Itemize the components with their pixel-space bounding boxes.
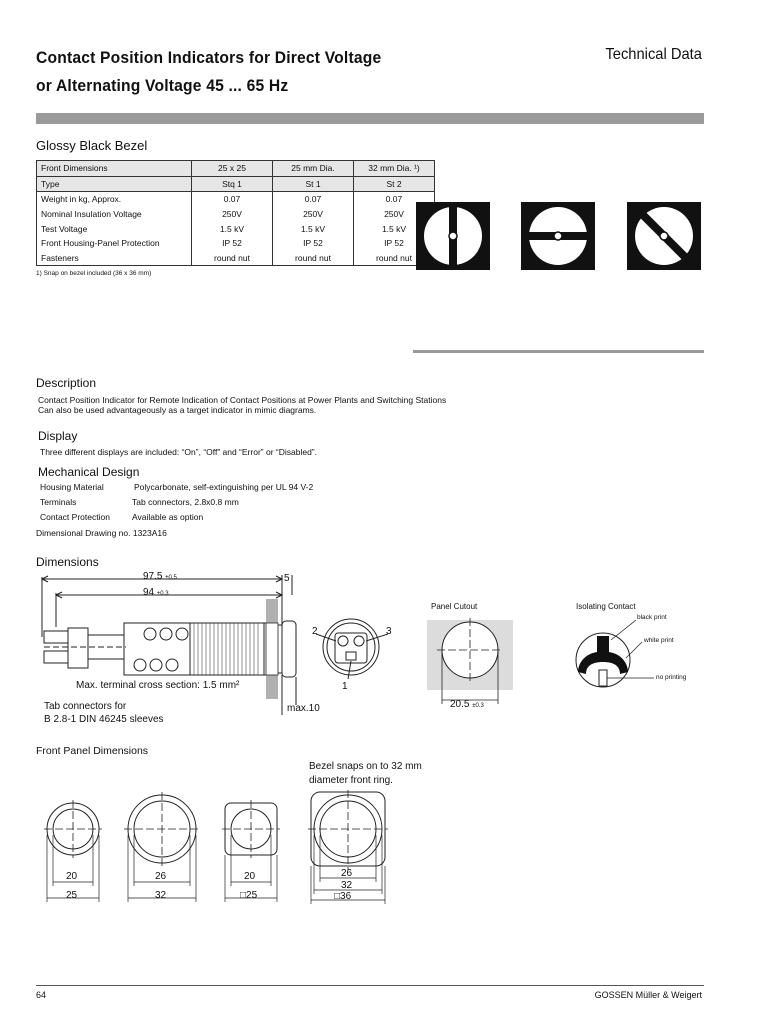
table-footnote: 1) Snap on bezel included (36 x 36 mm)	[36, 270, 152, 277]
table-cell: St 2	[354, 176, 435, 192]
side-view-drawing	[30, 565, 310, 715]
table-cell: Front Housing-Panel Protection	[37, 236, 192, 251]
table-row	[37, 207, 435, 222]
tab-connectors-line-2: B 2.8-1 DIN 46245 sleeves	[44, 714, 164, 725]
f2-inner-label: 26	[155, 871, 167, 882]
mech-label-terminals: Terminals	[40, 497, 77, 507]
mech-label-protection: Contact Protection	[40, 512, 110, 522]
drawing-number: Dimensional Drawing no. 1323A16	[36, 528, 167, 538]
table-cell: 250V	[192, 207, 273, 222]
spec-table	[36, 160, 435, 266]
table-row	[37, 192, 435, 207]
dimensions-heading: Dimensions	[36, 555, 99, 569]
max-terminal-note	[76, 680, 239, 691]
table-cell: Test Voltage	[37, 221, 192, 236]
mech-value-terminals: Tab connectors, 2.8x0.8 mm	[132, 497, 239, 507]
dim-975-value: 97.5	[143, 571, 163, 582]
isolating-contact-drawing	[570, 612, 710, 692]
pin-2-label: 2	[312, 626, 318, 637]
divider	[413, 350, 704, 353]
mechanical-heading: Mechanical Design	[38, 465, 140, 479]
section-label: Technical Data	[605, 46, 702, 63]
table-cell: round nut	[354, 251, 435, 266]
dim-975-tol: ±0.5	[165, 575, 177, 581]
f2-outer-label: 32	[155, 890, 167, 901]
table-cell: Nominal Insulation Voltage	[37, 207, 192, 222]
table-cell: 250V	[354, 207, 435, 222]
table-cell: 250V	[273, 207, 354, 222]
dim-205-tol: ±0.3	[472, 703, 484, 709]
white-print-label: white print	[644, 637, 674, 644]
bezel-note-line-1: Bezel snaps on to 32 mm	[309, 761, 422, 772]
display-heading: Display	[38, 429, 78, 443]
table-cell: Front Dimensions	[37, 161, 192, 177]
max-terminal-text: Max. terminal cross section:	[76, 680, 200, 691]
company-name: GOSSEN Müller & Weigert	[594, 990, 702, 1000]
table-row	[37, 251, 435, 266]
table-cell: 0.07	[354, 192, 435, 207]
f4-mid-label: 32	[341, 880, 353, 891]
panel-cutout-drawing	[425, 612, 515, 712]
no-printing-label: no printing	[656, 674, 687, 681]
title-line-2: or Alternating Voltage 45 ... 65 Hz	[36, 76, 289, 95]
rear-view-drawing	[306, 615, 396, 695]
f4-outer-label: □36	[334, 891, 352, 902]
table-cell: 32 mm Dia. ¹)	[354, 161, 435, 177]
table-cell: round nut	[273, 251, 354, 266]
f4-inner-label: 26	[341, 868, 353, 879]
dim-975-label	[143, 571, 177, 582]
table-cell: Weight in kg, Approx.	[37, 192, 192, 207]
table-cell: 0.07	[273, 192, 354, 207]
bezel-note-line-2: diameter front ring.	[309, 775, 393, 786]
error-display-icon	[627, 202, 701, 270]
page-number: 64	[36, 990, 47, 1000]
f1-outer-label: 25	[66, 890, 78, 901]
table-cell: round nut	[192, 251, 273, 266]
f3-inner-label: 20	[244, 871, 256, 882]
panel-cutout-title: Panel Cutout	[431, 602, 478, 611]
table-cell: 25 mm Dia.	[273, 161, 354, 177]
table-cell: Fasteners	[37, 251, 192, 266]
table-cell: 1.5 kV	[273, 221, 354, 236]
header-bar	[36, 113, 704, 124]
title-line-1: Contact Position Indicators for Direct Voltage	[36, 48, 382, 67]
dim-205-label	[450, 699, 484, 710]
dim-94-tol: ±0.3	[156, 591, 169, 597]
table-cell: 1.5 kV	[192, 221, 273, 236]
table-cell: IP 52	[354, 236, 435, 251]
footer-divider	[36, 985, 704, 986]
table-row	[37, 221, 435, 236]
dim-205-value: 20.5	[450, 699, 470, 710]
mech-value-protection: Available as option	[132, 512, 204, 522]
dim-5-label: 5	[284, 573, 290, 584]
table-cell: Type	[37, 176, 192, 192]
table-cell: IP 52	[192, 236, 273, 251]
front-panel-heading: Front Panel Dimensions	[36, 745, 149, 757]
max-terminal-value: 1.5 mm²	[199, 680, 240, 691]
table-cell: 25 x 25	[192, 161, 273, 177]
bezel-title: Glossy Black Bezel	[36, 138, 148, 153]
black-print-label: black print	[637, 614, 667, 621]
mech-value-housing: Polycarbonate, self-extinguishing per UL 94 V-2	[134, 482, 314, 492]
pin-1-label: 1	[342, 681, 348, 692]
off-display-icon	[521, 202, 595, 270]
dim-94-label	[143, 587, 169, 598]
f1-inner-label: 20	[66, 871, 78, 882]
table-cell: Stq 1	[192, 176, 273, 192]
description-line-1: Contact Position Indicator for Remote Indication of Contact Positions at Power Plants and Switching Stations	[38, 395, 447, 405]
description-line-2: Can also be used advantageously as a target indicator in mimic diagrams.	[38, 405, 317, 415]
table-cell: St 1	[273, 176, 354, 192]
description-heading: Description	[36, 376, 97, 390]
table-cell: 1.5 kV	[354, 221, 435, 236]
table-row	[37, 176, 435, 192]
table-row	[37, 161, 435, 177]
table-row	[37, 236, 435, 251]
tab-connectors-line-1: Tab connectors for	[44, 701, 127, 712]
table-cell: IP 52	[273, 236, 354, 251]
page-title	[36, 44, 381, 100]
isolating-contact-title: Isolating Contact	[576, 602, 636, 611]
f3-outer-label: □25	[240, 890, 258, 901]
display-text: Three different displays are included: “On”, “Off” and “Error” or “Disabled”.	[40, 447, 317, 457]
pin-3-label: 3	[386, 626, 392, 637]
mech-label-housing: Housing Material	[40, 482, 104, 492]
on-display-icon	[416, 202, 490, 270]
dim-94-value: 94	[143, 587, 155, 598]
table-cell: 0.07	[192, 192, 273, 207]
max10-label: max.10	[287, 703, 320, 714]
